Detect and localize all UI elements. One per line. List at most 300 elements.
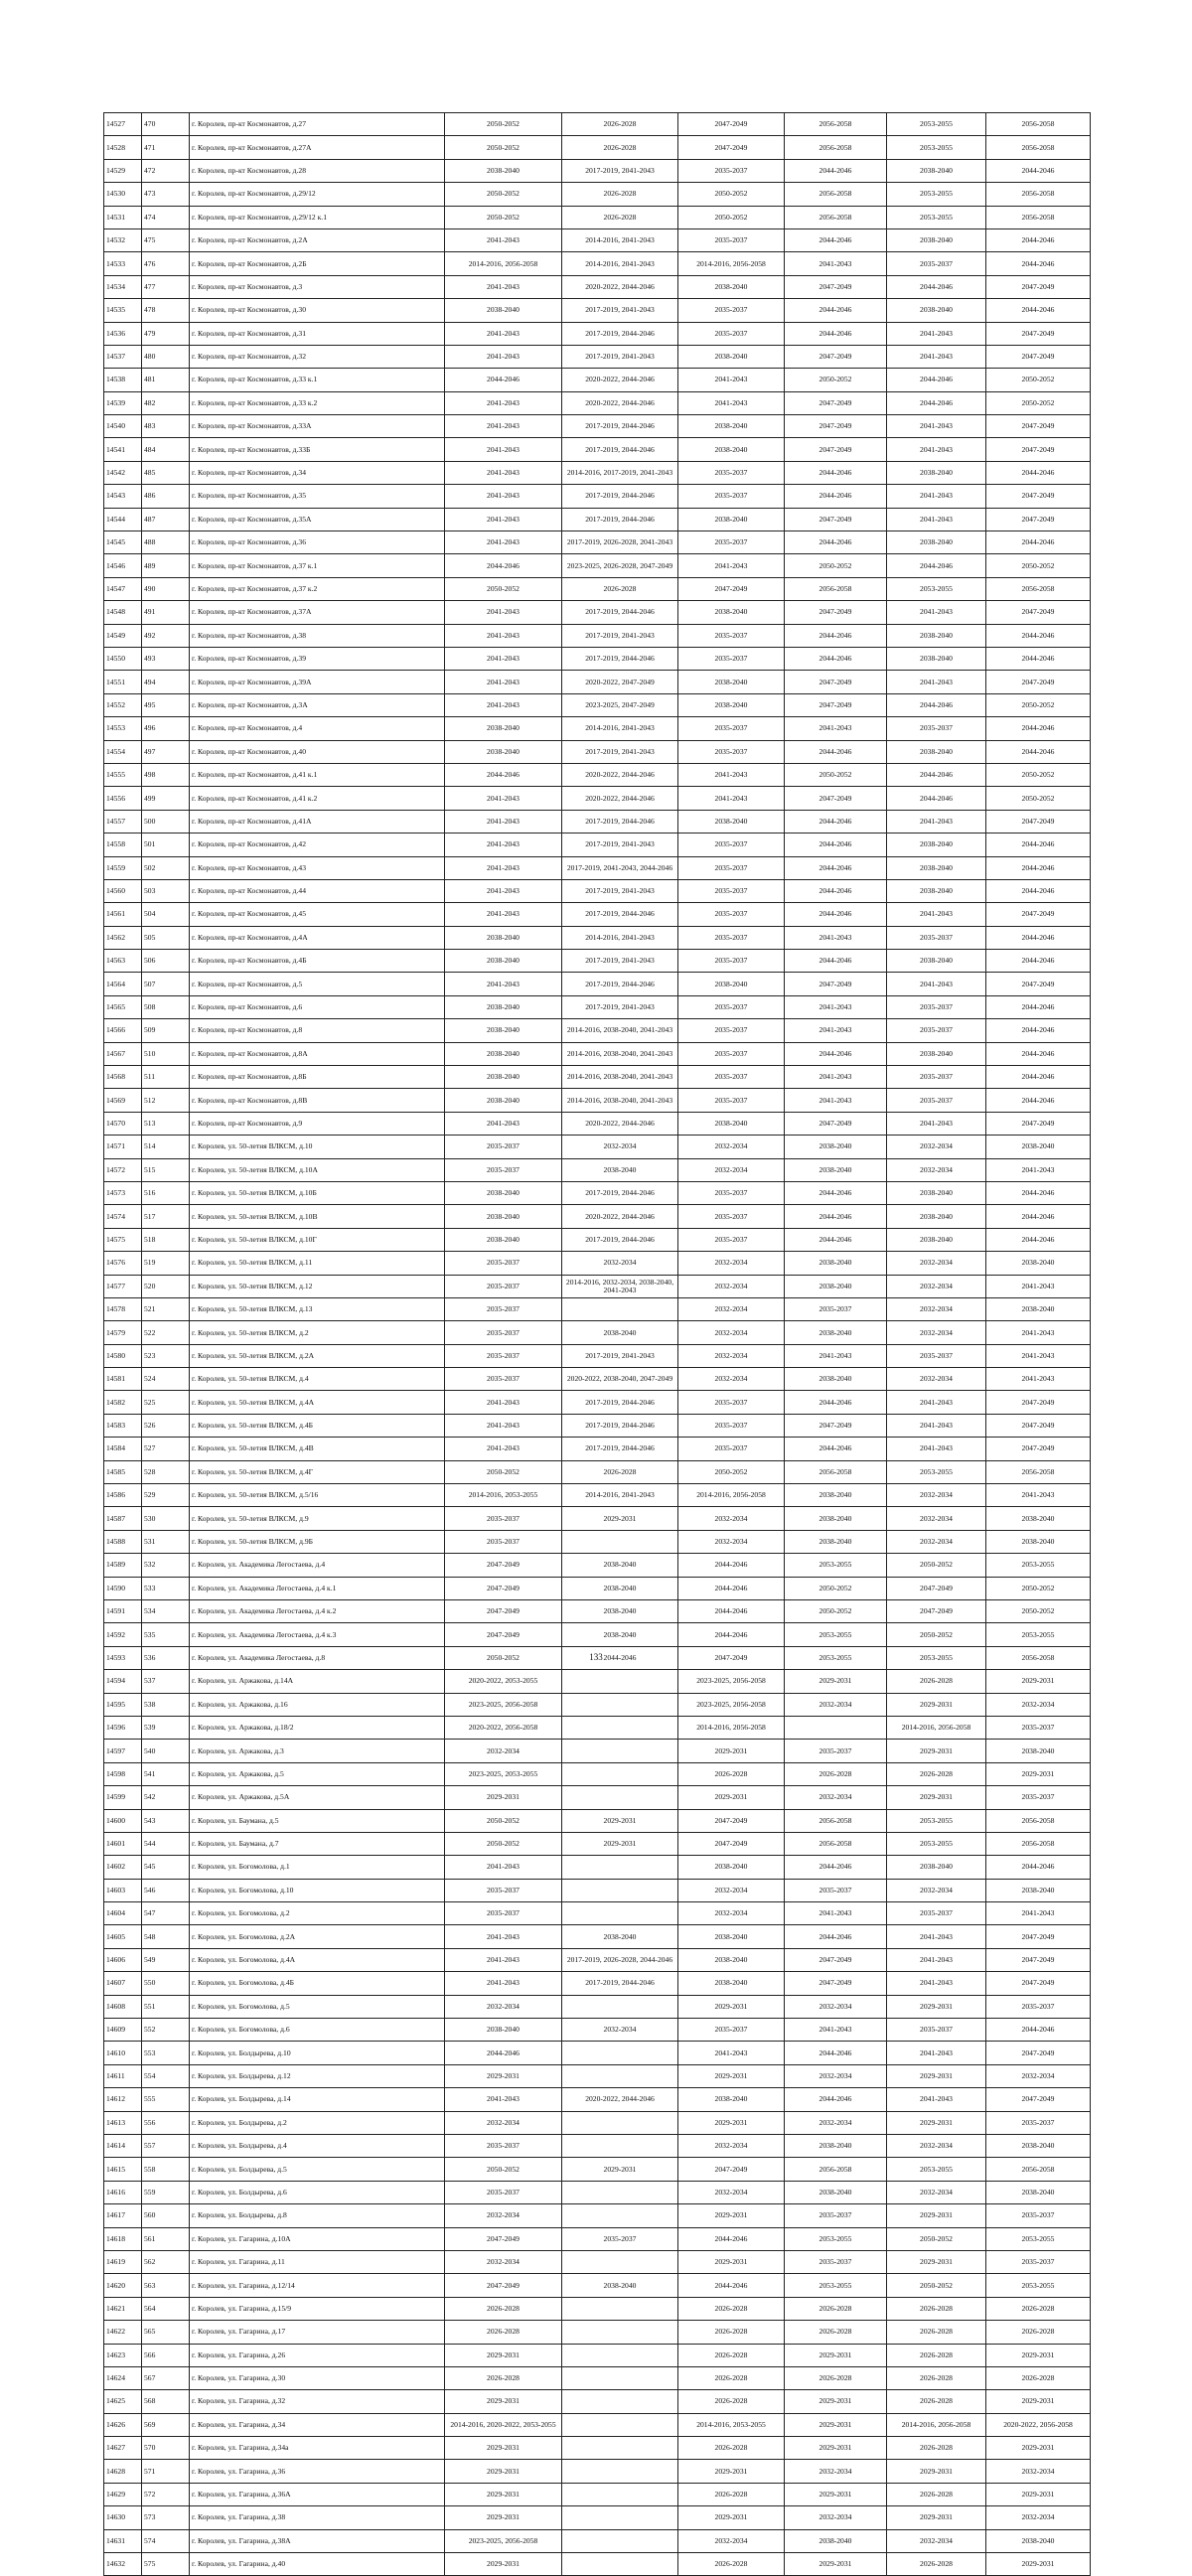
sub-number-cell: 508 xyxy=(142,995,190,1018)
row-number-cell: 14599 xyxy=(104,1786,142,1809)
row-number-cell: 14607 xyxy=(104,1972,142,1995)
period-cell: 2041-2043 xyxy=(445,601,562,624)
period-cell: 2035-2037 xyxy=(785,1740,887,1762)
period-cell: 2044-2046 xyxy=(986,159,1091,182)
address-cell: г. Королев, пр-кт Космонавтов, д.41 к.1 xyxy=(190,763,445,786)
period-cell: 2035-2037 xyxy=(678,950,785,973)
address-cell: г. Королев, пр-кт Космонавтов, д.28 xyxy=(190,159,445,182)
sub-number-cell: 474 xyxy=(142,206,190,228)
table-row xyxy=(104,2019,1091,2042)
period-cell: 2041-2043 xyxy=(445,903,562,926)
period-cell: 2023-2025, 2056-2058 xyxy=(678,1693,785,1716)
table-row xyxy=(104,2111,1091,2134)
address-cell: г. Королев, ул. 50-летия ВЛКСМ, д.10А xyxy=(190,1158,445,1181)
period-cell: 2041-2043 xyxy=(445,345,562,368)
period-cell: 2035-2037 xyxy=(445,1344,562,1367)
row-number-cell: 14565 xyxy=(104,995,142,1018)
table-row xyxy=(104,1902,1091,1925)
period-cell: 2032-2034 xyxy=(678,1507,785,1530)
period-cell: 2041-2043 xyxy=(785,1019,887,1042)
period-cell: 2014-2016, 2053-2055 xyxy=(678,2413,785,2436)
period-cell: 2041-2043 xyxy=(887,671,986,693)
table-row xyxy=(104,647,1091,670)
address-cell: г. Королев, ул. Аржакова, д.3 xyxy=(190,1740,445,1762)
table-row xyxy=(104,2321,1091,2344)
period-cell: 2041-2043 xyxy=(445,322,562,345)
row-number-cell: 14622 xyxy=(104,2321,142,2344)
sub-number-cell: 568 xyxy=(142,2390,190,2413)
period-cell: 2041-2043 xyxy=(986,1902,1091,1925)
period-cell: 2041-2043 xyxy=(887,1438,986,1460)
row-number-cell: 14530 xyxy=(104,183,142,206)
page-number: 133 xyxy=(589,1652,603,1662)
address-cell: г. Королев, ул. Болдырева, д.8 xyxy=(190,2204,445,2227)
period-cell: 2041-2043 xyxy=(445,879,562,902)
period-cell: 2044-2046 xyxy=(785,461,887,484)
period-cell: 2044-2046 xyxy=(986,1089,1091,1112)
period-cell: 2056-2058 xyxy=(986,1832,1091,1855)
address-cell: г. Королев, ул. Академика Легостаева, д.4 к.3 xyxy=(190,1623,445,1646)
row-number-cell: 14553 xyxy=(104,717,142,740)
period-cell: 2044-2046 xyxy=(986,1228,1091,1251)
period-cell: 2017-2019, 2041-2043 xyxy=(562,624,678,647)
table-row xyxy=(104,1252,1091,1275)
period-cell: 2026-2028 xyxy=(785,1762,887,1785)
period-cell: 2044-2046 xyxy=(887,787,986,810)
period-cell: 2050-2052 xyxy=(986,554,1091,577)
address-cell: г. Королев, пр-кт Космонавтов, д.37А xyxy=(190,601,445,624)
row-number-cell: 14544 xyxy=(104,508,142,530)
period-cell: 2017-2019, 2041-2043 xyxy=(562,299,678,322)
period-cell xyxy=(562,1856,678,1879)
period-cell: 2035-2037 xyxy=(678,879,785,902)
period-cell: 2050-2052 xyxy=(678,1460,785,1483)
period-cell: 2032-2034 xyxy=(887,1158,986,1181)
period-cell: 2029-2031 xyxy=(986,2344,1091,2366)
period-cell: 2050-2052 xyxy=(986,1577,1091,1599)
row-number-cell: 14551 xyxy=(104,671,142,693)
period-cell: 2029-2031 xyxy=(785,2344,887,2366)
sub-number-cell: 525 xyxy=(142,1391,190,1414)
period-cell: 2041-2043 xyxy=(887,438,986,461)
sub-number-cell: 575 xyxy=(142,2553,190,2576)
period-cell: 2035-2037 xyxy=(887,1089,986,1112)
period-cell: 2026-2028 xyxy=(887,2297,986,2320)
period-cell: 2029-2031 xyxy=(785,2483,887,2505)
address-cell: г. Королев, пр-кт Космонавтов, д.27А xyxy=(190,136,445,159)
row-number-cell: 14550 xyxy=(104,647,142,670)
period-cell: 2023-2025, 2053-2055 xyxy=(445,1762,562,1785)
period-cell: 2014-2016, 2056-2058 xyxy=(678,1716,785,1739)
period-cell: 2044-2046 xyxy=(785,1438,887,1460)
period-cell: 2035-2037 xyxy=(678,1066,785,1089)
period-cell: 2056-2058 xyxy=(986,1809,1091,1832)
period-cell xyxy=(562,1530,678,1553)
period-cell: 2044-2046 xyxy=(986,926,1091,949)
sub-number-cell: 546 xyxy=(142,1879,190,1901)
period-cell xyxy=(785,1716,887,1739)
period-cell: 2032-2034 xyxy=(678,2529,785,2552)
period-cell: 2035-2037 xyxy=(678,1019,785,1042)
period-cell: 2047-2049 xyxy=(986,345,1091,368)
period-cell: 2038-2040 xyxy=(678,345,785,368)
period-cell: 2032-2034 xyxy=(887,2529,986,2552)
address-cell: г. Королев, пр-кт Космонавтов, д.31 xyxy=(190,322,445,345)
period-cell: 2038-2040 xyxy=(445,717,562,740)
address-cell: г. Королев, пр-кт Космонавтов, д.42 xyxy=(190,833,445,856)
period-cell: 2050-2052 xyxy=(445,1832,562,1855)
period-cell: 2035-2037 xyxy=(678,159,785,182)
table-row xyxy=(104,1391,1091,1414)
period-cell: 2017-2019, 2026-2028, 2041-2043 xyxy=(562,531,678,554)
row-number-cell: 14574 xyxy=(104,1205,142,1228)
row-number-cell: 14578 xyxy=(104,1297,142,1320)
period-cell: 2038-2040 xyxy=(887,833,986,856)
period-cell: 2035-2037 xyxy=(445,2181,562,2203)
period-cell: 2050-2052 xyxy=(678,183,785,206)
table-row xyxy=(104,2042,1091,2064)
period-cell xyxy=(562,2506,678,2529)
row-number-cell: 14627 xyxy=(104,2437,142,2460)
period-cell: 2044-2046 xyxy=(785,531,887,554)
period-cell: 2053-2055 xyxy=(986,1623,1091,1646)
period-cell: 2029-2031 xyxy=(986,2553,1091,2576)
row-number-cell: 14611 xyxy=(104,2064,142,2087)
period-cell: 2041-2043 xyxy=(887,810,986,833)
period-cell: 2047-2049 xyxy=(678,577,785,600)
sub-number-cell: 564 xyxy=(142,2297,190,2320)
period-cell: 2017-2019, 2044-2046 xyxy=(562,973,678,995)
table-row xyxy=(104,1809,1091,1832)
period-cell: 2026-2028 xyxy=(678,2553,785,2576)
period-cell xyxy=(562,2250,678,2273)
period-cell: 2053-2055 xyxy=(887,577,986,600)
period-cell: 2038-2040 xyxy=(785,1484,887,1507)
table-row xyxy=(104,183,1091,206)
period-cell: 2029-2031 xyxy=(887,1693,986,1716)
period-cell: 2047-2049 xyxy=(785,345,887,368)
period-cell: 2035-2037 xyxy=(678,1042,785,1065)
period-cell xyxy=(562,2181,678,2203)
row-number-cell: 14538 xyxy=(104,369,142,391)
period-cell: 2050-2052 xyxy=(887,1623,986,1646)
address-cell: г. Королев, ул. Гагарина, д.26 xyxy=(190,2344,445,2366)
period-cell: 2050-2052 xyxy=(445,206,562,228)
period-cell: 2038-2040 xyxy=(562,1321,678,1344)
period-cell: 2038-2040 xyxy=(887,1042,986,1065)
address-cell: г. Королев, ул. 50-летия ВЛКСМ, д.4Б xyxy=(190,1414,445,1437)
period-cell: 2035-2037 xyxy=(785,2250,887,2273)
period-cell: 2032-2034 xyxy=(887,1879,986,1901)
period-cell: 2029-2031 xyxy=(678,2111,785,2134)
table-row xyxy=(104,159,1091,182)
row-number-cell: 14549 xyxy=(104,624,142,647)
period-cell: 2029-2031 xyxy=(785,1670,887,1693)
period-cell: 2026-2028 xyxy=(678,2437,785,2460)
row-number-cell: 14570 xyxy=(104,1112,142,1135)
period-cell: 2044-2046 xyxy=(785,1042,887,1065)
period-cell: 2032-2034 xyxy=(678,1321,785,1344)
sub-number-cell: 542 xyxy=(142,1786,190,1809)
period-cell: 2041-2043 xyxy=(445,856,562,879)
period-cell: 2041-2043 xyxy=(445,2088,562,2111)
address-cell: г. Королев, ул. Гагарина, д.36А xyxy=(190,2483,445,2505)
period-cell: 2038-2040 xyxy=(785,1136,887,1158)
period-cell: 2038-2040 xyxy=(678,693,785,716)
row-number-cell: 14577 xyxy=(104,1275,142,1297)
period-cell: 2035-2037 xyxy=(678,1438,785,1460)
address-cell: г. Королев, пр-кт Космонавтов, д.33А xyxy=(190,415,445,438)
period-cell: 2038-2040 xyxy=(986,2181,1091,2203)
period-cell: 2029-2031 xyxy=(562,2158,678,2181)
period-cell: 2035-2037 xyxy=(678,995,785,1018)
address-cell: г. Королев, ул. Болдырева, д.10 xyxy=(190,2042,445,2064)
period-cell: 2038-2040 xyxy=(785,1321,887,1344)
address-cell: г. Королев, ул. Болдырева, д.5 xyxy=(190,2158,445,2181)
period-cell: 2029-2031 xyxy=(785,2553,887,2576)
period-cell: 2029-2031 xyxy=(986,2437,1091,2460)
period-cell: 2041-2043 xyxy=(785,1344,887,1367)
period-cell: 2029-2031 xyxy=(887,2250,986,2273)
period-cell: 2044-2046 xyxy=(986,950,1091,973)
row-number-cell: 14602 xyxy=(104,1856,142,1879)
sub-number-cell: 514 xyxy=(142,1136,190,1158)
period-cell: 2014-2016, 2038-2040, 2041-2043 xyxy=(562,1089,678,1112)
period-cell: 2026-2028 xyxy=(986,2366,1091,2389)
period-cell: 2038-2040 xyxy=(785,2529,887,2552)
period-cell: 2017-2019, 2044-2046 xyxy=(562,1391,678,1414)
period-cell: 2047-2049 xyxy=(785,601,887,624)
address-cell: г. Королев, ул. Гагарина, д.36 xyxy=(190,2460,445,2483)
period-cell: 2044-2046 xyxy=(785,485,887,508)
table-row xyxy=(104,2437,1091,2460)
row-number-cell: 14572 xyxy=(104,1158,142,1181)
period-cell: 2038-2040 xyxy=(678,1925,785,1948)
period-cell: 2041-2043 xyxy=(887,1925,986,1948)
table-row xyxy=(104,950,1091,973)
row-number-cell: 14569 xyxy=(104,1089,142,1112)
address-cell: г. Королев, пр-кт Космонавтов, д.8 xyxy=(190,1019,445,1042)
period-cell: 2053-2055 xyxy=(887,206,986,228)
period-cell: 2029-2031 xyxy=(986,2390,1091,2413)
row-number-cell: 14613 xyxy=(104,2111,142,2134)
address-cell: г. Королев, пр-кт Космонавтов, д.43 xyxy=(190,856,445,879)
sub-number-cell: 512 xyxy=(142,1089,190,1112)
period-cell: 2044-2046 xyxy=(785,879,887,902)
period-cell xyxy=(562,2483,678,2505)
address-cell: г. Королев, ул. 50-летия ВЛКСМ, д.4 xyxy=(190,1368,445,1391)
table-row xyxy=(104,2366,1091,2389)
sub-number-cell: 541 xyxy=(142,1762,190,1785)
period-cell: 2035-2037 xyxy=(678,322,785,345)
row-number-cell: 14548 xyxy=(104,601,142,624)
table-row xyxy=(104,1786,1091,1809)
period-cell: 2032-2034 xyxy=(445,2204,562,2227)
period-cell xyxy=(562,1670,678,1693)
sub-number-cell: 548 xyxy=(142,1925,190,1948)
period-cell: 2035-2037 xyxy=(678,299,785,322)
address-cell: г. Королев, ул. Аржакова, д.18/2 xyxy=(190,1716,445,1739)
period-cell: 2035-2037 xyxy=(887,1344,986,1367)
period-cell: 2029-2031 xyxy=(562,1809,678,1832)
period-cell: 2017-2019, 2044-2046 xyxy=(562,1972,678,1995)
period-cell: 2026-2028 xyxy=(678,2390,785,2413)
period-cell: 2041-2043 xyxy=(887,903,986,926)
period-cell: 2044-2046 xyxy=(887,763,986,786)
period-cell: 2038-2040 xyxy=(445,926,562,949)
table-row xyxy=(104,995,1091,1018)
period-cell: 2035-2037 xyxy=(887,717,986,740)
period-cell: 2038-2040 xyxy=(785,2181,887,2203)
period-cell: 2041-2043 xyxy=(445,485,562,508)
period-cell: 2026-2028 xyxy=(445,2366,562,2389)
period-cell: 2029-2031 xyxy=(785,2413,887,2436)
period-cell: 2035-2037 xyxy=(678,903,785,926)
period-cell: 2047-2049 xyxy=(785,415,887,438)
address-cell: г. Королев, ул. Аржакова, д.16 xyxy=(190,1693,445,1716)
address-cell: г. Королев, ул. Гагарина, д.32 xyxy=(190,2390,445,2413)
address-cell: г. Королев, пр-кт Космонавтов, д.34 xyxy=(190,461,445,484)
sub-number-cell: 523 xyxy=(142,1344,190,1367)
row-number-cell: 14531 xyxy=(104,206,142,228)
period-cell: 2044-2046 xyxy=(785,2042,887,2064)
row-number-cell: 14620 xyxy=(104,2274,142,2297)
period-cell: 2020-2022, 2053-2055 xyxy=(445,1670,562,1693)
period-cell: 2023-2025, 2056-2058 xyxy=(445,2529,562,2552)
period-cell: 2029-2031 xyxy=(678,1995,785,2018)
table-row xyxy=(104,1554,1091,1577)
period-cell: 2053-2055 xyxy=(887,1832,986,1855)
table-row xyxy=(104,438,1091,461)
period-cell: 2014-2016, 2056-2058 xyxy=(887,2413,986,2436)
period-cell: 2017-2019, 2044-2046 xyxy=(562,1438,678,1460)
row-number-cell: 14603 xyxy=(104,1879,142,1901)
period-cell: 2029-2031 xyxy=(785,2390,887,2413)
period-cell: 2032-2034 xyxy=(678,1136,785,1158)
period-cell: 2038-2040 xyxy=(445,1019,562,1042)
sub-number-cell: 522 xyxy=(142,1321,190,1344)
period-cell: 2029-2031 xyxy=(562,1507,678,1530)
period-cell: 2041-2043 xyxy=(678,391,785,414)
period-cell: 2032-2034 xyxy=(887,1368,986,1391)
table-row xyxy=(104,1623,1091,1646)
sub-number-cell: 471 xyxy=(142,136,190,159)
table-row xyxy=(104,2344,1091,2366)
period-cell: 2023-2025, 2026-2028, 2047-2049 xyxy=(562,554,678,577)
period-cell: 2014-2016, 2038-2040, 2041-2043 xyxy=(562,1019,678,1042)
row-number-cell: 14556 xyxy=(104,787,142,810)
table-row xyxy=(104,415,1091,438)
table-row xyxy=(104,275,1091,298)
table-row xyxy=(104,2274,1091,2297)
sub-number-cell: 516 xyxy=(142,1181,190,1204)
period-cell: 2041-2043 xyxy=(445,833,562,856)
sub-number-cell: 493 xyxy=(142,647,190,670)
sub-number-cell: 478 xyxy=(142,299,190,322)
address-cell: г. Королев, пр-кт Космонавтов, д.45 xyxy=(190,903,445,926)
period-cell: 2053-2055 xyxy=(986,2274,1091,2297)
period-cell: 2041-2043 xyxy=(445,810,562,833)
row-number-cell: 14567 xyxy=(104,1042,142,1065)
period-cell: 2029-2031 xyxy=(445,2344,562,2366)
address-cell: г. Королев, пр-кт Космонавтов, д.30 xyxy=(190,299,445,322)
table-row xyxy=(104,1089,1091,1112)
period-cell: 2038-2040 xyxy=(445,1181,562,1204)
table-row xyxy=(104,2088,1091,2111)
period-cell: 2050-2052 xyxy=(785,1600,887,1623)
row-number-cell: 14601 xyxy=(104,1832,142,1855)
period-cell: 2029-2031 xyxy=(887,1740,986,1762)
period-cell: 2035-2037 xyxy=(445,1158,562,1181)
period-cell: 2035-2037 xyxy=(678,2019,785,2042)
period-cell: 2029-2031 xyxy=(986,1762,1091,1785)
period-cell: 2038-2040 xyxy=(678,2088,785,2111)
period-cell: 2029-2031 xyxy=(887,1995,986,2018)
table-row xyxy=(104,508,1091,530)
address-cell: г. Королев, пр-кт Космонавтов, д.32 xyxy=(190,345,445,368)
table-row xyxy=(104,531,1091,554)
period-cell: 2017-2019, 2044-2046 xyxy=(562,1181,678,1204)
address-cell: г. Королев, ул. Академика Легостаева, д.4 к.1 xyxy=(190,1577,445,1599)
period-cell: 2032-2034 xyxy=(785,2111,887,2134)
period-cell: 2044-2046 xyxy=(785,299,887,322)
address-cell: г. Королев, пр-кт Космонавтов, д.41А xyxy=(190,810,445,833)
period-cell: 2044-2046 xyxy=(678,2227,785,2250)
table-row xyxy=(104,1484,1091,1507)
table-row xyxy=(104,554,1091,577)
period-cell: 2026-2028 xyxy=(986,2321,1091,2344)
period-cell: 2032-2034 xyxy=(678,1158,785,1181)
period-cell: 2014-2016, 2041-2043 xyxy=(562,228,678,251)
row-number-cell: 14576 xyxy=(104,1252,142,1275)
period-cell: 2044-2046 xyxy=(678,2274,785,2297)
period-cell: 2047-2049 xyxy=(887,1577,986,1599)
row-number-cell: 14594 xyxy=(104,1670,142,1693)
period-cell: 2032-2034 xyxy=(678,1902,785,1925)
period-cell: 2029-2031 xyxy=(678,1786,785,1809)
period-cell: 2047-2049 xyxy=(785,508,887,530)
period-cell: 2026-2028 xyxy=(887,2344,986,2366)
period-cell: 2044-2046 xyxy=(785,228,887,251)
period-cell: 2014-2016, 2056-2058 xyxy=(678,252,785,275)
period-cell: 2047-2049 xyxy=(986,1972,1091,1995)
period-cell: 2038-2040 xyxy=(887,950,986,973)
period-cell: 2044-2046 xyxy=(986,299,1091,322)
period-cell xyxy=(562,2344,678,2366)
row-number-cell: 14575 xyxy=(104,1228,142,1251)
period-cell: 2032-2034 xyxy=(887,1297,986,1320)
row-number-cell: 14533 xyxy=(104,252,142,275)
period-cell xyxy=(562,2460,678,2483)
address-cell: г. Королев, пр-кт Космонавтов, д.39А xyxy=(190,671,445,693)
period-cell: 2038-2040 xyxy=(785,2134,887,2157)
period-cell: 2032-2034 xyxy=(887,1275,986,1297)
address-cell: г. Королев, ул. 50-летия ВЛКСМ, д.2 xyxy=(190,1321,445,1344)
address-cell: г. Королев, пр-кт Космонавтов, д.39 xyxy=(190,647,445,670)
period-cell xyxy=(562,1716,678,1739)
period-cell: 2035-2037 xyxy=(986,1786,1091,1809)
address-cell: г. Королев, ул. Аржакова, д.5 xyxy=(190,1762,445,1785)
sub-number-cell: 572 xyxy=(142,2483,190,2505)
row-number-cell: 14629 xyxy=(104,2483,142,2505)
address-cell: г. Королев, пр-кт Космонавтов, д.29/12 xyxy=(190,183,445,206)
period-cell: 2047-2049 xyxy=(986,2088,1091,2111)
address-cell: г. Королев, пр-кт Космонавтов, д.27 xyxy=(190,113,445,136)
period-cell: 2041-2043 xyxy=(785,1066,887,1089)
period-cell: 2035-2037 xyxy=(986,2204,1091,2227)
sub-number-cell: 552 xyxy=(142,2019,190,2042)
sub-number-cell: 484 xyxy=(142,438,190,461)
